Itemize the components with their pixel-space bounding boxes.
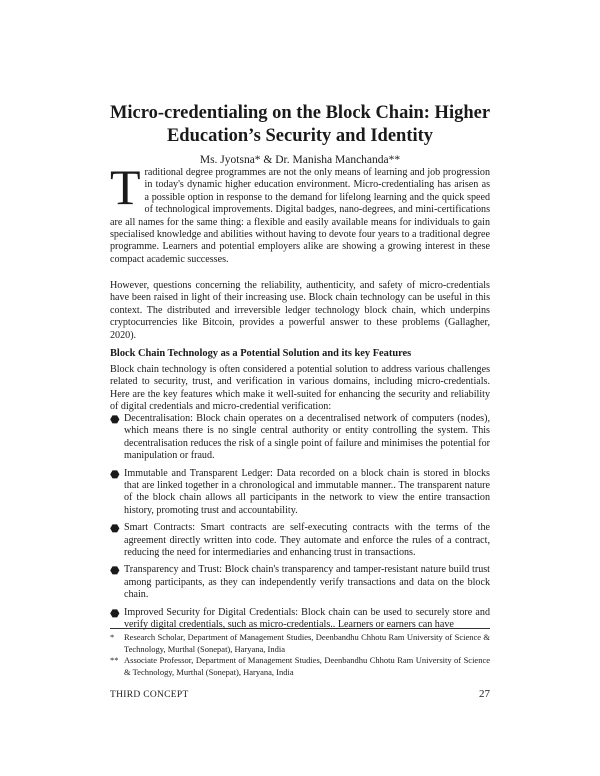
list-item <box>110 413 490 463</box>
body-paragraph-2: However, questions concerning the reliability, authenticity, and safety of micro-credentials have been raised in light of their increasing use. Block chain technology can be useful in this context. The distributed and irreversible ledger technology block chain, which underpins cryptocurrencies like Bitcoin, provides a powerful answer to these problems (Gallagher, 2020). <box>110 280 490 341</box>
section-heading: Block Chain Technology as a Potential Solution and its key Features <box>110 348 412 359</box>
list-item-text: Decentralisation: Block chain operates on a decentralised network of computers (nodes), which means there is no single central authority or entity controlling the system. This decentralisation reduces the risk of a single point of failure and minimises the potential for manipulation or fraud. <box>124 413 490 462</box>
footnotes <box>110 632 490 678</box>
intro-text: raditional degree programmes are not the only means of learning and job progression in today's dynamic higher education environment. Micro-credentialing has arisen as a possible option in response to the demand for lifelong learning and the quick speed of technological improvements. Digital badges, nano-degrees, and mini-certifications are all names for the same thing: a flexible and easily available means for individuals to gain specialised knowledge and abilities without having to devote four years to a traditional degree programme. Learners and potential employers alike are showing a growing interest in these compact academic successes. <box>110 167 490 265</box>
list-item-text: Immutable and Transparent Ledger: Data recorded on a block chain is stored in blocks that are linked together in a chronological and immutable manner.. The transparent nature of the block chain allows all participants in the network to view the entire transaction history, promoting trust and accountability. <box>124 467 490 516</box>
drop-cap: T <box>110 159 141 215</box>
footnote <box>110 632 490 655</box>
list-item-text: Smart Contracts: Smart contracts are self-executing contracts with the terms of the agreement directly written into code. They automate and enforce the rules of a contract, reducing the need for intermediaries and enhancing trust in transactions. <box>124 522 490 559</box>
bullet-icon: ⬣ <box>110 565 120 578</box>
bullet-icon: ⬣ <box>110 468 120 481</box>
body-paragraph-3: Block chain technology is often considered a potential solution to address various challenges related to security, trust, and verification in various domains, including micro-credentials. Here are the key features which make it well-suited for enhancing the security and reliability of digital credentials and micro-credential verification: <box>110 364 490 413</box>
footnote <box>110 655 490 678</box>
list-item <box>110 564 490 601</box>
journal-name: THIRD CONCEPT <box>110 690 189 700</box>
list-item-text: Transparency and Trust: Block chain's transparency and tamper-resistant nature build trust among participants, as they can independently verify transactions and data on the block chain. <box>124 564 490 601</box>
footnote-mark: ** <box>110 655 119 665</box>
bullet-icon: ⬣ <box>110 523 120 536</box>
list-item <box>110 522 490 559</box>
footnote-text: Associate Professor, Department of Management Studies, Deenbandhu Chhotu Ram University of Science & Technology, Murthal (Sonepat), Haryana, India <box>124 655 490 677</box>
bullet-icon: ⬣ <box>110 414 120 426</box>
feature-list <box>110 413 490 637</box>
bullet-icon: ⬣ <box>110 607 120 620</box>
footnote-divider <box>110 628 490 629</box>
author-line: Ms. Jyotsna* & Dr. Manisha Manchanda** <box>199 154 401 166</box>
footnote-mark: * <box>110 632 115 642</box>
list-item-text: Improved Security for Digital Credentials: Block chain can be used to securely store and verify digital credentials, such as micro-credentials.. Learners or earners can have <box>124 606 490 631</box>
footnote-text: Research Scholar, Department of Management Studies, Deenbandhu Chhotu Ram University of Science & Technology, Murthal (Sonepat), Haryana, India <box>124 632 490 654</box>
list-item <box>110 468 490 518</box>
paper-title: Micro-credentialing on the Block Chain: Higher Education’s Security and Identity <box>109 103 491 146</box>
page-number: 27 <box>479 688 490 700</box>
